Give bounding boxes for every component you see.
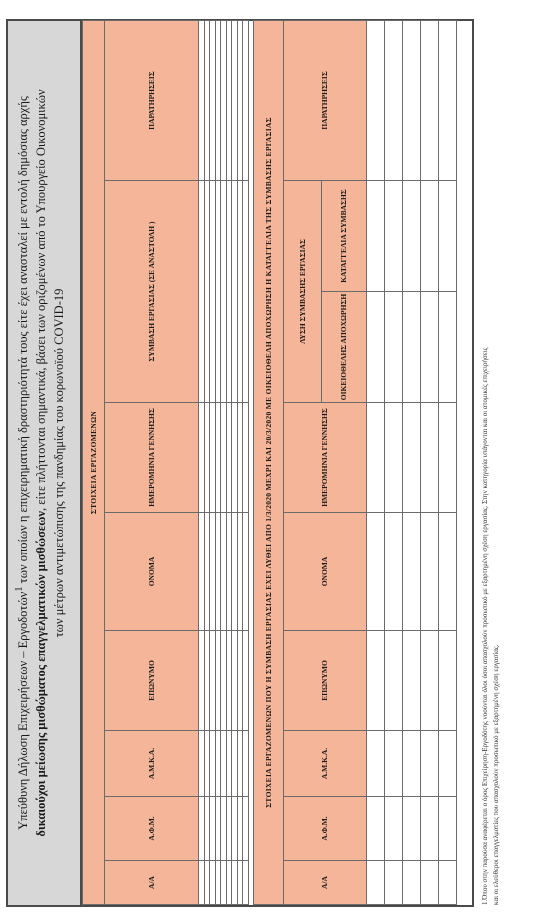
- table-cell[interactable]: [403, 403, 421, 513]
- table-cell[interactable]: [421, 731, 439, 797]
- table-cell[interactable]: [367, 292, 385, 403]
- column-header: ΠΑΡΑΤΗΡΗΣΕΙΣ: [105, 20, 199, 180]
- column-header: ΟΝΟΜΑ: [105, 513, 199, 631]
- table-cell[interactable]: [421, 20, 439, 180]
- table-cell[interactable]: [421, 403, 439, 513]
- table-cell[interactable]: [243, 513, 249, 631]
- table-cell[interactable]: [367, 403, 385, 513]
- column-header: ΗΜΕΡΟΜΗΝΙΑ ΓΕΝΝΗΣΗΣ: [105, 403, 199, 513]
- table-cell[interactable]: [421, 292, 439, 403]
- table-row: [243, 20, 249, 904]
- table-cell[interactable]: [243, 861, 249, 905]
- column-header: ΕΠΩΝΥΜΟ: [284, 631, 367, 731]
- table-cell[interactable]: [385, 631, 403, 731]
- table-row: [367, 20, 385, 904]
- table-cell[interactable]: [421, 631, 439, 731]
- table-cell[interactable]: [439, 403, 457, 513]
- table-cell[interactable]: [243, 403, 249, 513]
- title-line-3: των μέτρων αντιμετώπισης της πανδημίας του κορωνοϊού COVID-19: [52, 288, 67, 638]
- sub-column-header: ΚΑΤΑΓΓΕΛΙΑ ΣΥΜΒΑΣΗΣ: [322, 181, 367, 292]
- column-header: Α.Μ.Κ.Α.: [284, 731, 367, 797]
- table-cell[interactable]: [439, 797, 457, 861]
- table-cell[interactable]: [403, 181, 421, 292]
- footnote-line-1: 1.Όπου στην παρούσα αναφέρεται ο όρος Επιχείρηση-Εργοδότης νοούνται όλοι όσοι απασχολούν προσωπικό με εξαρτημένη σχέση εργασίας. Στην κατηγορία υπάγονται και οι ατομικές επιχειρήσεις: [481, 347, 489, 905]
- table-row: [439, 20, 457, 904]
- table-cell[interactable]: [421, 797, 439, 861]
- declaration-title: [8, 21, 82, 905]
- footnote-line-2: και οι ελεύθεροι επαγγελματίες που απασχολούν προσωπικό με εξαρτημένη σχέση εργασίας.: [492, 644, 500, 905]
- table-cell[interactable]: [243, 181, 249, 403]
- column-header: ΗΜΕΡΟΜΗΝΙΑ ΓΕΝΝΗΣΗΣ: [284, 403, 367, 513]
- table-cell[interactable]: [385, 20, 403, 180]
- table-cell[interactable]: [385, 797, 403, 861]
- table-cell[interactable]: [367, 861, 385, 905]
- table-cell[interactable]: [367, 20, 385, 180]
- employees-table: [82, 20, 249, 905]
- table-cell[interactable]: [367, 731, 385, 797]
- table-cell[interactable]: [403, 292, 421, 403]
- table-cell[interactable]: [403, 20, 421, 180]
- table-row: [385, 20, 403, 904]
- table-row: [403, 20, 421, 904]
- column-header: Α/Α: [284, 861, 367, 905]
- table-cell[interactable]: [403, 513, 421, 631]
- table-cell[interactable]: [439, 292, 457, 403]
- column-header: ΛΥΣΗ ΣΥΜΒΑΣΗΣ ΕΡΓΑΣΙΑΣ: [284, 181, 322, 403]
- terminated-employees-table: [253, 20, 457, 905]
- table-cell[interactable]: [439, 861, 457, 905]
- column-header: Α.Φ.Μ.: [284, 797, 367, 861]
- table-cell[interactable]: [367, 181, 385, 292]
- table-cell[interactable]: [439, 20, 457, 180]
- table-cell[interactable]: [367, 797, 385, 861]
- table-cell[interactable]: [439, 181, 457, 292]
- section2-title: ΣΤΟΙΧΕΙΑ ΕΡΓΑΖΟΜΕΝΩΝ ΠΟΥ Η ΣΥΜΒΑΣΗ ΕΡΓΑΣΙΑΣ ΕΧΕΙ ΛΥΘΕΙ ΑΠΟ 1/3/2020 ΜΕΧΡΙ ΚΑΙ 20/3/2020 ΜΕ ΟΙΚΕΙΟΘΕΛΗ ΑΠΟΧΩΡΗΣΗ Η ΚΑΤΑΓΓΕΛΙΑ ΤΗΣ ΣΥΜΒΑΣΗΣ ΕΡΓΑΣΙΑΣ: [254, 20, 284, 904]
- table-cell[interactable]: [403, 631, 421, 731]
- column-header: ΕΠΩΝΥΜΟ: [105, 631, 199, 731]
- table-cell[interactable]: [243, 797, 249, 861]
- footnote: [480, 25, 502, 905]
- column-header: Α.Μ.Κ.Α.: [105, 731, 199, 797]
- table-cell[interactable]: [385, 861, 403, 905]
- table-cell[interactable]: [403, 861, 421, 905]
- section1-title: ΣΤΟΙΧΕΙΑ ΕΡΓΑΖΟΜΕΝΩΝ: [83, 20, 105, 904]
- table-cell[interactable]: [421, 861, 439, 905]
- table-cell[interactable]: [385, 403, 403, 513]
- table-cell[interactable]: [385, 513, 403, 631]
- form-frame: [6, 19, 474, 907]
- table-row: [421, 20, 439, 904]
- table-cell[interactable]: [385, 731, 403, 797]
- table-cell[interactable]: [243, 20, 249, 180]
- table-cell[interactable]: [439, 513, 457, 631]
- title-line-1: Υπεύθυνη Δήλωση Επιχειρήσεων – Εργοδοτών$^1$ των οποίων η επιχειρηματική δραστηριότητά τους είτε έχει ανασταλεί με εντολή δημόσιας αρχής: [14, 96, 31, 830]
- title-line-2: δικαιούχοι μείωσης μισθώματος επαγγελματικών μισθώσεων, είτε πλήττονται σημαντικά, βάσει των οριζομένων από το Υπουργείο Οικονομικών: [34, 89, 49, 837]
- table-cell[interactable]: [439, 631, 457, 731]
- column-header: ΠΑΡΑΤΗΡΗΣΕΙΣ: [284, 20, 367, 180]
- table-cell[interactable]: [243, 631, 249, 731]
- column-header: ΟΝΟΜΑ: [284, 513, 367, 631]
- table-cell[interactable]: [385, 292, 403, 403]
- table-cell[interactable]: [439, 731, 457, 797]
- column-header: Α/Α: [105, 861, 199, 905]
- table-cell[interactable]: [367, 631, 385, 731]
- table-cell[interactable]: [403, 731, 421, 797]
- table-cell[interactable]: [367, 513, 385, 631]
- table-cell[interactable]: [403, 797, 421, 861]
- column-header: ΣΥΜΒΑΣΗ ΕΡΓΑΣΙΑΣ (ΣΕ ΑΝΑΣΤΟΛΗ ): [105, 181, 199, 403]
- table-cell[interactable]: [385, 181, 403, 292]
- sub-column-header: ΟΙΚΕΙΟΘΕΛΗΣ ΑΠΟΧΩΡΗΣΗ: [322, 292, 367, 403]
- column-header: Α.Φ.Μ.: [105, 797, 199, 861]
- table-cell[interactable]: [421, 181, 439, 292]
- table-cell[interactable]: [421, 513, 439, 631]
- table-cell[interactable]: [243, 731, 249, 797]
